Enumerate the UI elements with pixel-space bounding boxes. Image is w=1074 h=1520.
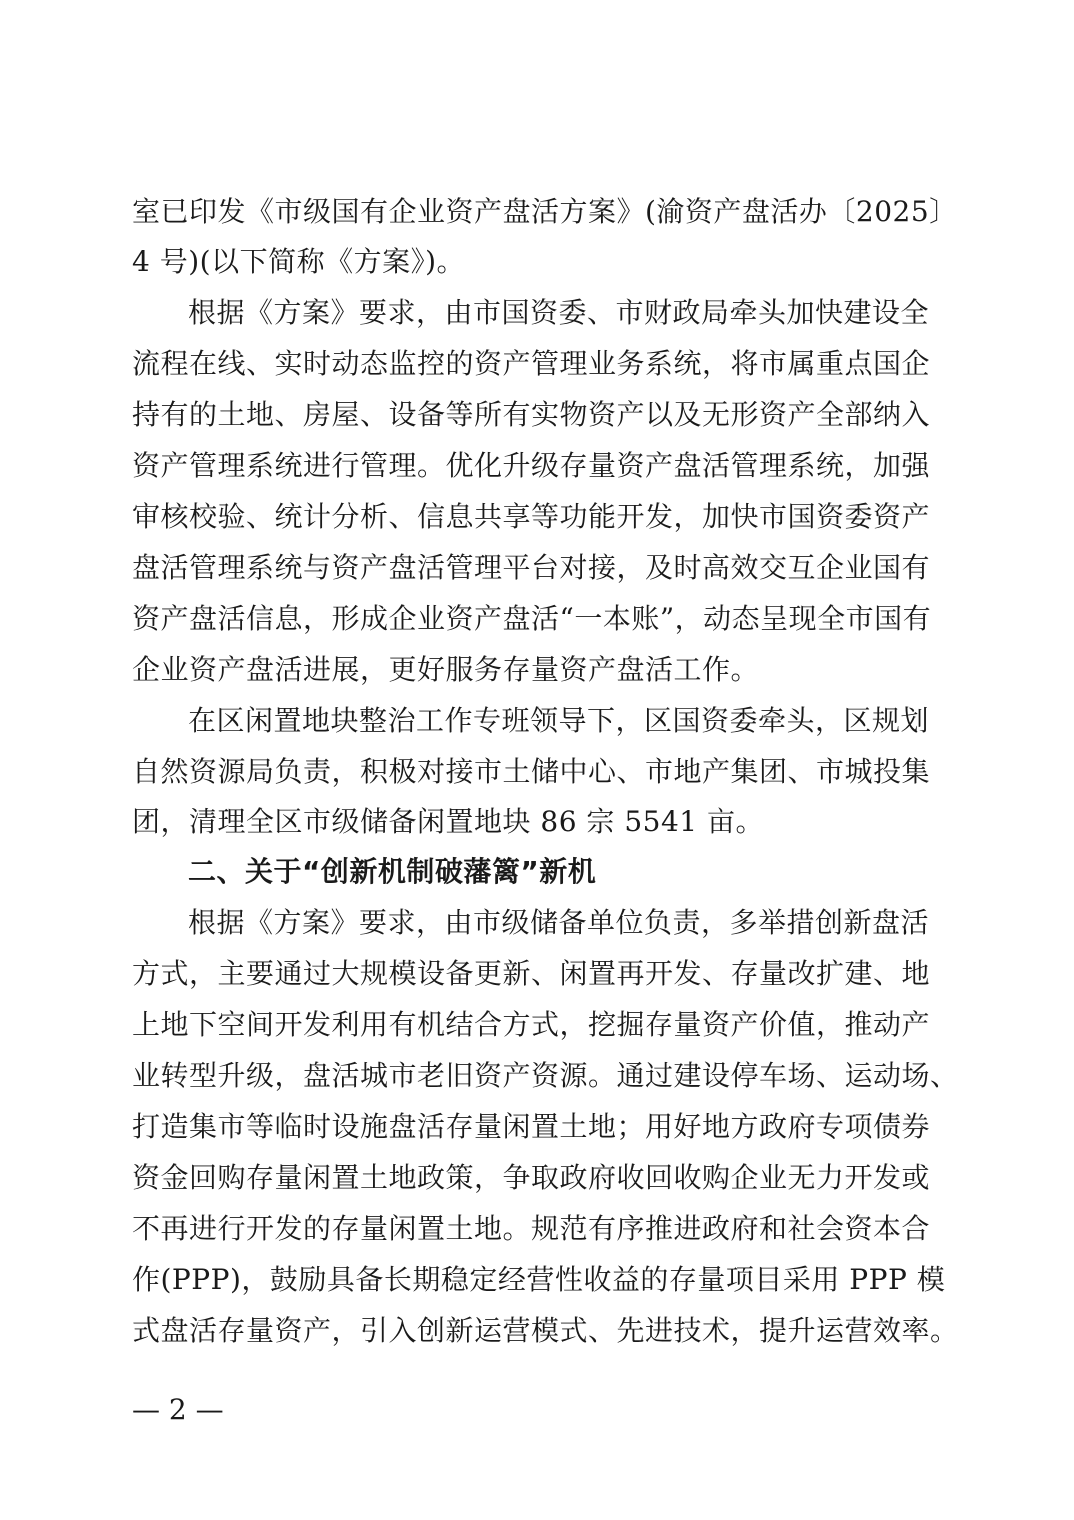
text-line: 4 号)(以下简称《方案》)。: [132, 245, 465, 278]
paragraph-first-line: 根据《方案》要求，由市级储备单位负责，多举措创新盘活: [188, 906, 930, 939]
text-line: 不再进行开发的存量闲置土地。规范有序推进政府和社会资本合: [132, 1212, 931, 1245]
text-line: 持有的土地、房屋、设备等所有实物资产以及无形资产全部纳入: [132, 398, 931, 431]
text-line: 流程在线、实时动态监控的资产管理业务系统，将市属重点国企: [132, 347, 931, 380]
paragraph-first-line: 根据《方案》要求，由市国资委、市财政局牵头加快建设全: [188, 296, 930, 329]
text-line: 打造集市等临时设施盘活存量闲置土地；用好地方政府专项债券: [132, 1110, 931, 1143]
text-line: 室已印发《市级国有企业资产盘活方案》(渝资产盘活办〔2025〕: [132, 195, 958, 228]
text-line: 企业资产盘活进展，更好服务存量资产盘活工作。: [132, 653, 760, 686]
text-line: 业转型升级，盘活城市老旧资产资源。通过建设停车场、运动场、: [132, 1059, 959, 1092]
text-line: 盘活管理系统与资产盘活管理平台对接，及时高效交互企业国有: [132, 551, 931, 584]
text-line: 自然资源局负责，积极对接市土储中心、市地产集团、市城投集: [132, 755, 931, 788]
text-line: 资产管理系统进行管理。优化升级存量资产盘活管理系统，加强: [132, 449, 931, 482]
section-heading: 二、关于“创新机制破藩篱”新机: [188, 855, 597, 888]
paragraph-first-line: 在区闲置地块整治工作专班领导下，区国资委牵头，区规划: [188, 704, 930, 737]
text-line: 式盘活存量资产，引入创新运营模式、先进技术，提升运营效率。: [132, 1314, 959, 1347]
page-number: — 2 —: [132, 1393, 224, 1426]
text-line: 团，清理全区市级储备闲置地块 86 宗 5541 亩。: [132, 805, 764, 838]
text-line: 方式，主要通过大规模设备更新、闲置再开发、存量改扩建、地: [132, 957, 931, 990]
text-line: 资产盘活信息，形成企业资产盘活“一本账”，动态呈现全市国有: [132, 602, 932, 635]
text-line: 上地下空间开发利用有机结合方式，挖掘存量资产价值，推动产: [132, 1008, 931, 1041]
text-line: 审核校验、统计分析、信息共享等功能开发，加快市国资委资产: [132, 500, 931, 533]
text-line: 作(PPP)，鼓励具备长期稳定经营性收益的存量项目采用 PPP 模: [132, 1263, 946, 1296]
text-line: 资金回购存量闲置土地政策，争取政府收回收购企业无力开发或: [132, 1161, 931, 1194]
